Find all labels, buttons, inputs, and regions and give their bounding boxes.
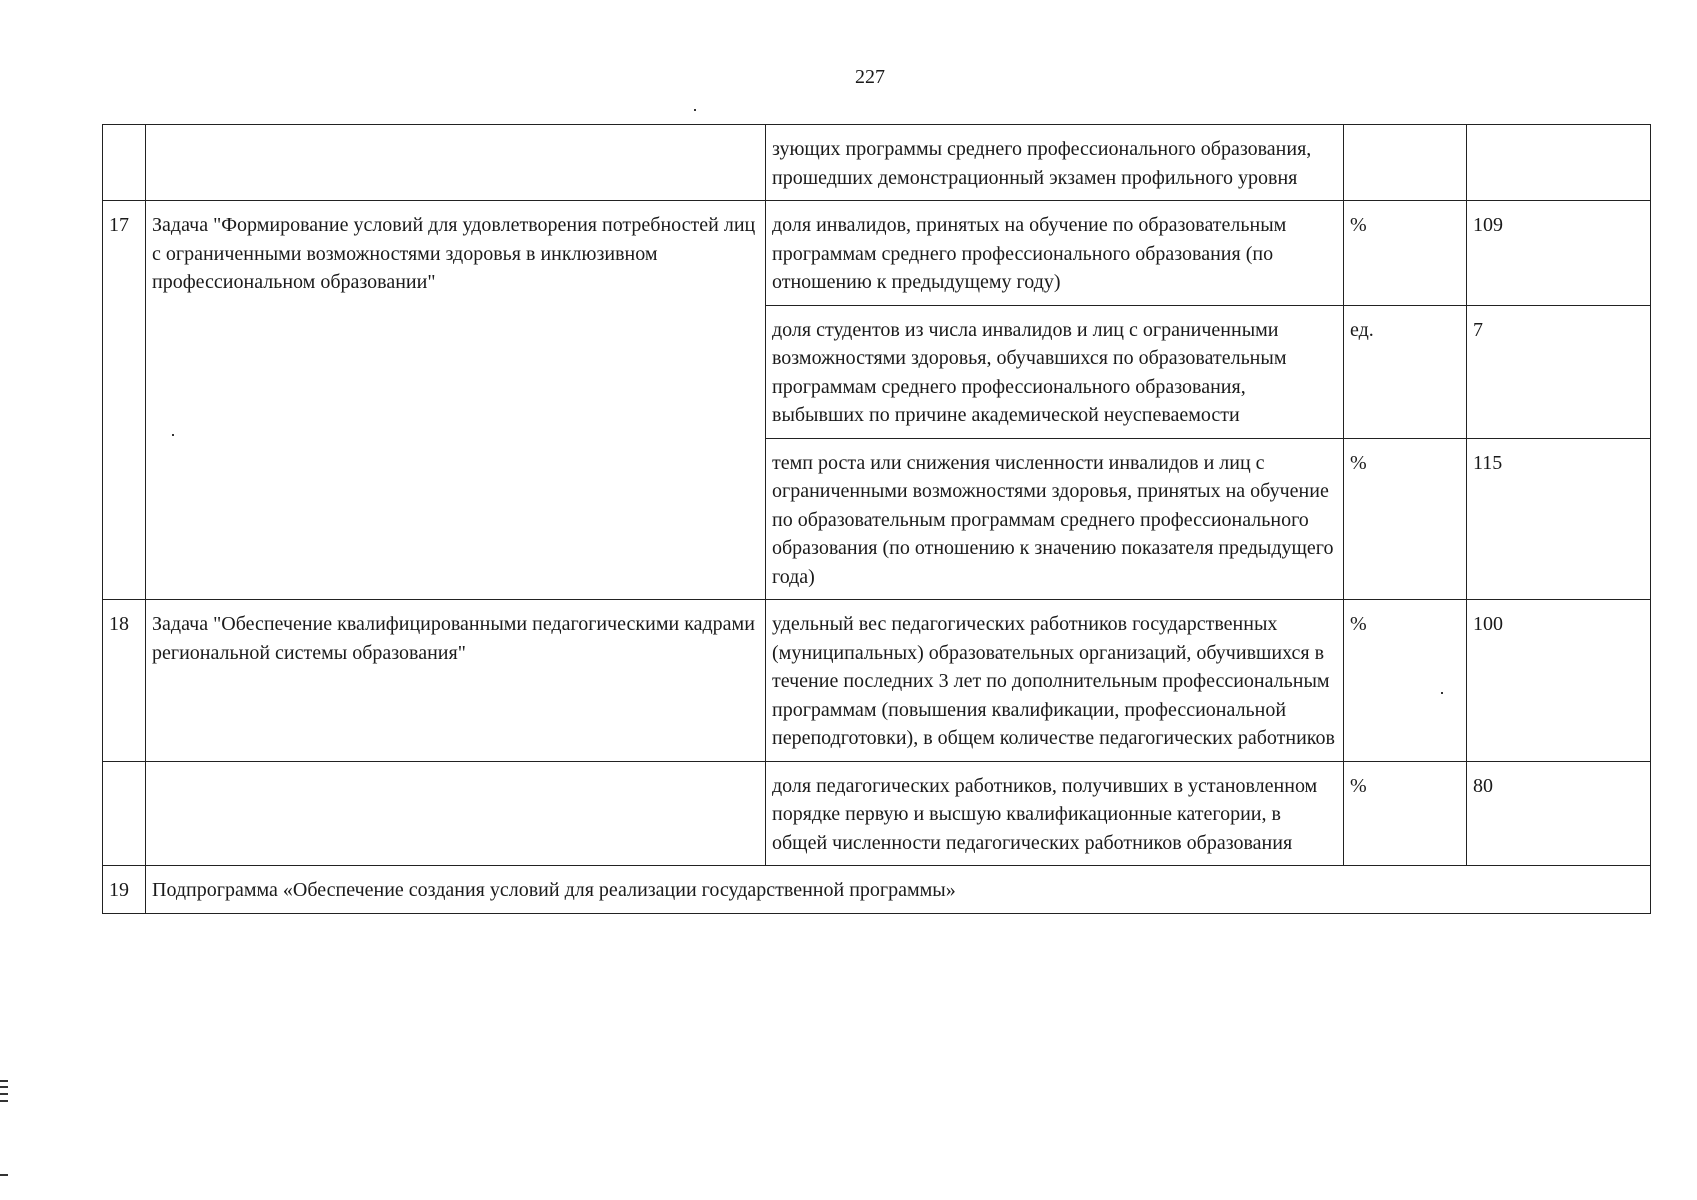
row-number-cell: 19: [103, 866, 146, 914]
task-cell: Задача "Обеспечение квалифицированными педагогическими кадрами региональной системы образования": [146, 600, 766, 762]
scan-speck: [694, 109, 696, 111]
table-row: [103, 201, 1651, 306]
unit-cell: %: [1344, 438, 1467, 600]
margin-mark: [0, 1174, 8, 1176]
indicators-table: [102, 124, 1651, 914]
row-number-cell: 17: [103, 201, 146, 600]
indicator-cell: зующих программы среднего профессионального образования, прошедших демонстрационный экзамен профильного уровня: [766, 125, 1344, 201]
unit-cell: %: [1344, 600, 1467, 762]
table-row: [103, 761, 1651, 866]
value-cell: [1467, 125, 1651, 201]
margin-mark: [0, 1080, 8, 1082]
unit-cell: %: [1344, 761, 1467, 866]
scan-speck: [1441, 692, 1443, 694]
value-cell: 80: [1467, 761, 1651, 866]
margin-mark: [0, 1086, 8, 1088]
row-number-cell: [103, 125, 146, 201]
unit-cell: [1344, 125, 1467, 201]
value-cell: 7: [1467, 305, 1651, 438]
table-row: [103, 125, 1651, 201]
value-cell: 109: [1467, 201, 1651, 306]
unit-cell: ед.: [1344, 305, 1467, 438]
margin-mark: [0, 1100, 8, 1102]
indicator-cell: доля студентов из числа инвалидов и лиц с ограниченными возможностями здоровья, обучавшихся по образовательным программам среднего профессионального образования, выбывших по причине академической неуспеваемости: [766, 305, 1344, 438]
row-number-cell: 18: [103, 600, 146, 762]
indicator-cell: удельный вес педагогических работников государственных (муниципальных) образовательных организаций, обучившихся в течение последних 3 лет по дополнительным профессиональным программам (повышения квалификации, профессиональной переподготовки), в общем количестве педагогических работников: [766, 600, 1344, 762]
margin-mark: [0, 1093, 8, 1095]
indicator-cell: доля педагогических работников, получивших в установленном порядке первую и высшую квалификационные категории, в общей численности педагогических работников образования: [766, 761, 1344, 866]
scan-speck: [172, 434, 174, 436]
indicator-cell: темп роста или снижения численности инвалидов и лиц с ограниченными возможностями здоровья, принятых на обучение по образовательным программам среднего профессионального образования (по отношению к значению показателя предыдущего года): [766, 438, 1344, 600]
table-row: [103, 866, 1651, 914]
indicator-cell: доля инвалидов, принятых на обучение по образовательным программам среднего профессионального образования (по отношению к предыдущему году): [766, 201, 1344, 306]
value-cell: 100: [1467, 600, 1651, 762]
task-cell: [146, 761, 766, 866]
row-number-cell: [103, 761, 146, 866]
unit-cell: %: [1344, 201, 1467, 306]
task-cell: [146, 125, 766, 201]
table-row: [103, 600, 1651, 762]
value-cell: 115: [1467, 438, 1651, 600]
subprogram-cell: Подпрограмма «Обеспечение создания условий для реализации государственной программы»: [146, 866, 1651, 914]
task-cell: Задача "Формирование условий для удовлетворения потребностей лиц с ограниченными возможностями здоровья в инклюзивном профессиональном образовании": [146, 201, 766, 600]
page-number: 227: [855, 66, 885, 88]
